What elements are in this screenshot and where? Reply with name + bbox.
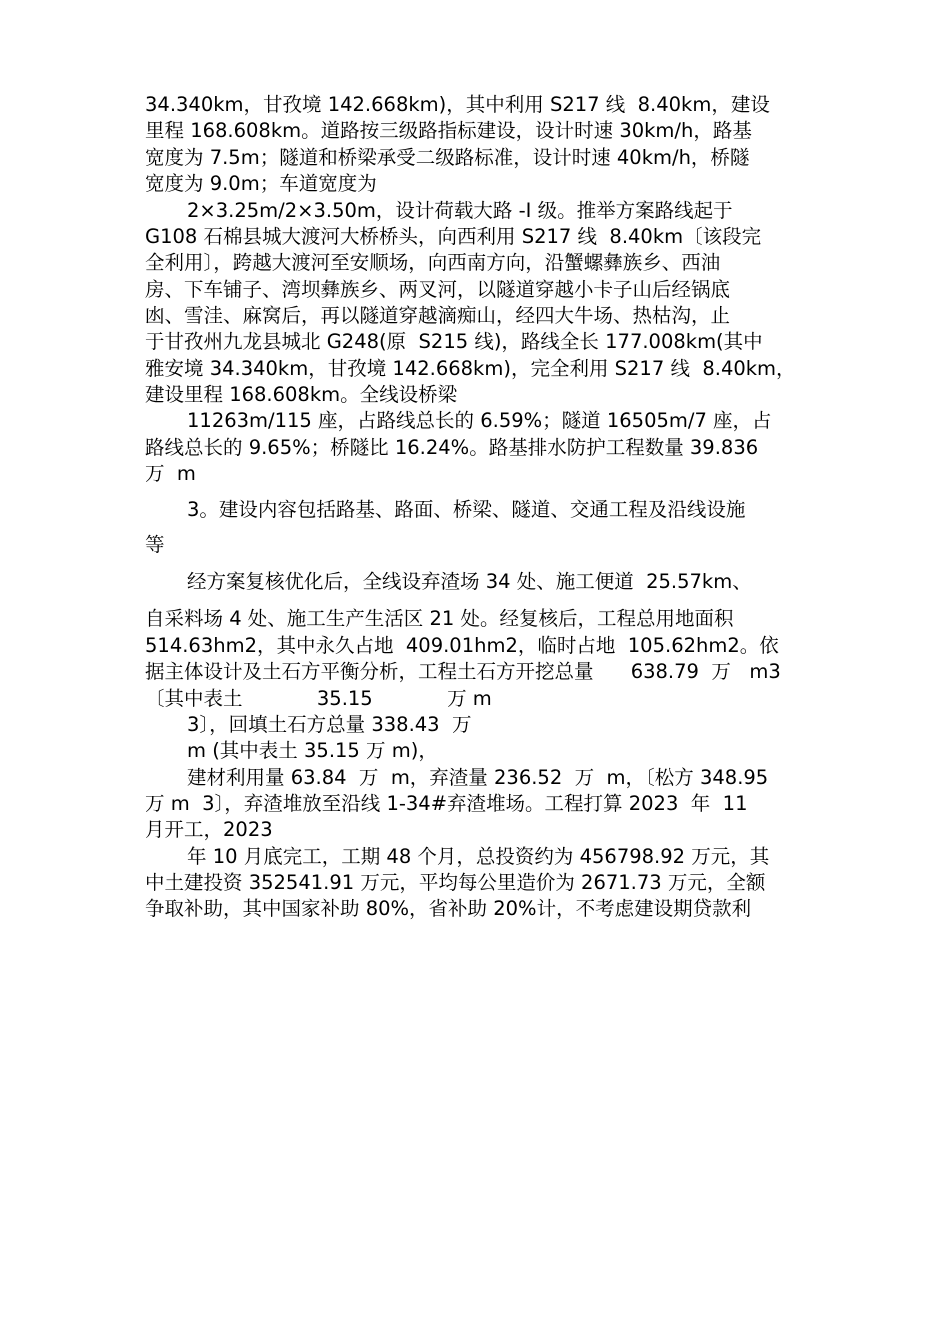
text-line: 34.340km，甘孜境 142.668km)，其中利用 S217 线 8.40km，建设 bbox=[145, 93, 770, 116]
text-line: G108 石棉县城大渡河大桥桥头，向西利用 S217 线 8.40km〔该段完 bbox=[145, 225, 762, 248]
text-line: 等 bbox=[145, 533, 165, 556]
text-line: 凼、雪洼、麻窝后，再以隧道穿越滴痴山，经四大牛场、热枯沟，止 bbox=[145, 304, 731, 327]
text-line: 于甘孜州九龙县城北 G248(原 S215 线)，路线全长 177.008km(其中 bbox=[145, 330, 763, 353]
text-line: 宽度为 7.5m；隧道和桥梁承受二级路标准，设计时速 40km/h，桥隧 bbox=[145, 146, 750, 169]
text-line: 2×3.25m/2×3.50m，设计荷载大路 -I 级。推举方案路线起于 bbox=[187, 199, 733, 222]
text-line: 514.63hm2，其中永久占地 409.01hm2，临时占地 105.62hm2。依 bbox=[145, 634, 779, 657]
text-line: 中土建投资 352541.91 万元，平均每公里造价为 2671.73 万元，全额 bbox=[145, 871, 766, 894]
text-line: 据主体设计及土石方平衡分析，工程土石方开挖总量 638.79 万 m3 bbox=[145, 660, 781, 683]
text-line: 自采料场 4 处、施工生产生活区 21 处。经复核后，工程总用地面积 bbox=[145, 607, 734, 630]
text-line: 路线总长的 9.65%；桥隧比 16.24%。路基排水防护工程数量 39.836 bbox=[145, 436, 759, 459]
text-line: 万 m bbox=[145, 462, 196, 485]
text-line: 经方案复核优化后，全线设弃渣场 34 处、施工便道 25.57km、 bbox=[187, 570, 752, 593]
text-line: 月开工，2023 bbox=[145, 818, 273, 841]
text-line: 3〕，回填土石方总量 338.43 万 bbox=[187, 713, 472, 736]
text-line: 房、下车铺子、湾坝彝族乡、两叉河，以隧道穿越小卡子山后经锅底 bbox=[145, 278, 731, 301]
text-line: 争取补助，其中国家补助 80%，省补助 20%计，不考虑建设期贷款利 bbox=[145, 897, 752, 920]
text-line: 〔其中表土 35.15 万 m bbox=[145, 687, 492, 710]
text-line: 宽度为 9.0m；车道宽度为 bbox=[145, 172, 377, 195]
text-line: 全利用〕，跨越大渡河至安顺场，向西南方向，沿蟹螺彝族乡、西油 bbox=[145, 251, 721, 274]
text-line: 建设里程 168.608km。全线设桥梁 bbox=[145, 383, 458, 406]
text-line: 雅安境 34.340km，甘孜境 142.668km)，完全利用 S217 线 8.40km， bbox=[145, 357, 796, 380]
text-line: m (其中表土 35.15 万 m)， bbox=[187, 739, 438, 762]
text-line: 建材利用量 63.84 万 m，弃渣量 236.52 万 m，〔松方 348.95 bbox=[187, 766, 769, 789]
text-line: 11263m/115 座，占路线总长的 6.59%；隧道 16505m/7 座，占 bbox=[187, 409, 772, 432]
text-line: 年 10 月底完工，工期 48 个月，总投资约为 456798.92 万元，其 bbox=[187, 845, 770, 868]
text-line: 万 m 3〕，弃渣堆放至沿线 1-34#弃渣堆场。工程打算 2023 年 11 bbox=[145, 792, 748, 815]
text-line: 3。建设内容包括路基、路面、桥梁、隧道、交通工程及沿线设施 bbox=[187, 498, 746, 521]
text-line: 里程 168.608km。道路按三级路指标建设，设计时速 30km/h，路基 bbox=[145, 119, 752, 142]
